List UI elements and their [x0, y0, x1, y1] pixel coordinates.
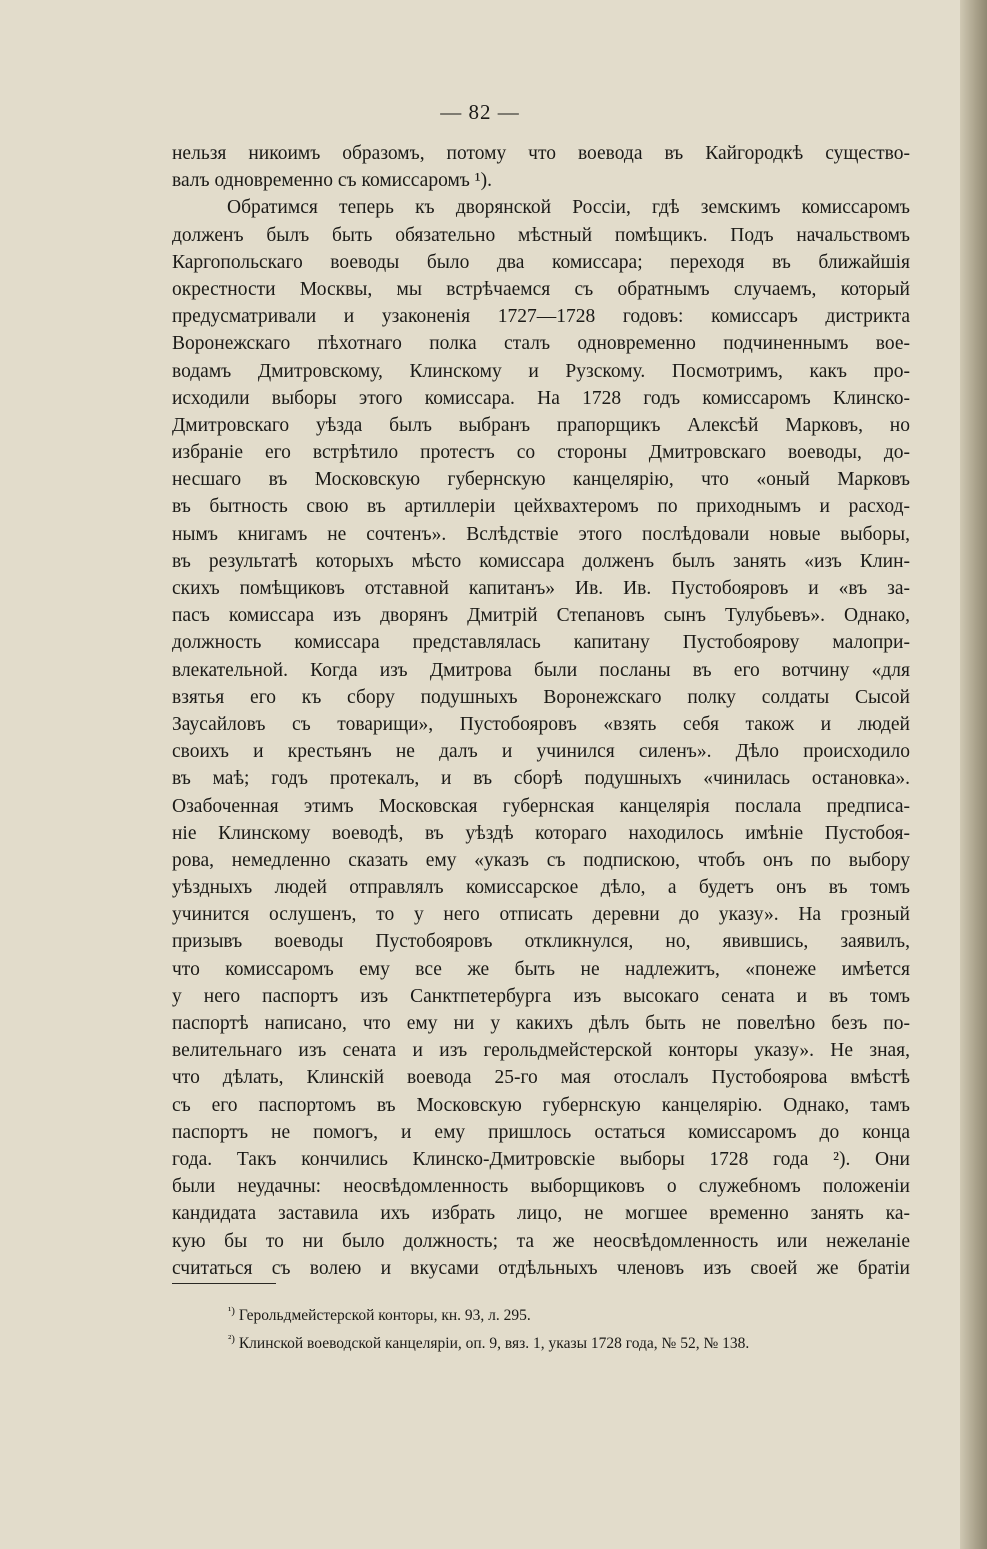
text-line: нельзя никоимъ образомъ, потому что воевода въ Кайгородкѣ существо-: [172, 143, 910, 164]
text-line: призывъ воеводы Пустобояровъ откликнулся, но, явившись, заявилъ,: [172, 931, 910, 953]
text-line: что комиссаромъ ему все же быть не надлежитъ, «понеже имѣется: [172, 958, 910, 980]
text-line: съ его паспортомъ въ Московскую губернскую канцелярію. Однако, тамъ: [172, 1094, 910, 1116]
text-line: долженъ былъ быть обязательно мѣстный помѣщикъ. Подъ начальствомъ: [172, 224, 910, 246]
footnote-2: [228, 1330, 918, 1358]
text-line: скихъ помѣщиковъ отставной капитанъ» Ив. Ив. Пустобояровъ и «въ за-: [172, 578, 910, 599]
text-line: что дѣлать, Клинскій воевода 25-го мая отослалъ Пустобоярова вмѣстѣ: [172, 1067, 910, 1089]
text-line: въ бытность свою въ артиллеріи цейхвахтеромъ по приходнымъ и расход-: [172, 496, 910, 518]
page-number: — 82 —: [440, 100, 520, 124]
text-line: Каргопольскаго воеводы было два комиссара; переходя въ ближайшія: [172, 251, 910, 273]
footnote-marker: ¹): [228, 1304, 235, 1317]
footnote-text: Герольдмейстерской конторы, кн. 93, л. 295.: [238, 1307, 531, 1324]
text-line: должность комиссара представлялась капитану Пустобоярову малопри-: [172, 632, 910, 654]
text-line: взятья его къ сбору подушныхъ Воронежскаго полку солдаты Сысой: [172, 686, 910, 708]
page-edge: [960, 0, 987, 1549]
text-line: Воронежскаго пѣхотнаго полка сталъ одновременно подчиненнымъ вое-: [172, 333, 910, 355]
text-line: Озабоченная этимъ Московская губернская канцелярія послала предписа-: [172, 795, 910, 817]
text-line: влекательной. Когда изъ Дмитрова были посланы въ его вотчину «для: [172, 659, 910, 681]
text-line: кую бы то ни было должность; та же неосвѣдомленность или нежеланіе: [172, 1230, 910, 1252]
text-line: избраніе его встрѣтило протестъ со стороны Дмитровскаго воеводы, до-: [172, 442, 910, 464]
text-line: года. Такъ кончились Клинско-Дмитровскіе выборы 1728 года ²). Они: [172, 1148, 910, 1170]
text-line: предусматривали и узаконенія 1727—1728 годовъ: комиссаръ дистрикта: [172, 306, 910, 328]
text-line: валъ одновременно съ комиссаромъ ¹).: [172, 170, 492, 192]
body-text: [172, 140, 910, 1282]
text-line: велительнаго изъ сената и изъ герольдмейстерской конторы указу». Не зная,: [172, 1040, 910, 1062]
text-line: учинится ослушенъ, то у него отписать деревни до указу». На грозный: [172, 904, 910, 926]
footnotes: [228, 1302, 918, 1358]
text-line: въ результатѣ которыхъ мѣсто комиссара долженъ былъ занять «изъ Клин-: [172, 550, 910, 572]
text-line: паспортъ не помогъ, и ему пришлось остаться комиссаромъ до конца: [172, 1121, 910, 1143]
text-line: паспортѣ написано, что ему ни у какихъ дѣлъ быть не повелѣно безъ по-: [172, 1013, 910, 1034]
text-line: ніе Клинскому воеводѣ, въ уѣздѣ котораго находилось имѣніе Пустобоя-: [172, 822, 910, 844]
text-line: водамъ Дмитровскому, Клинскому и Рузскому. Посмотримъ, какъ про-: [172, 360, 910, 382]
text-line: окрестности Москвы, мы встрѣчаемся съ обратнымъ случаемъ, который: [172, 278, 910, 300]
text-line: рова, немедленно сказать ему «указъ съ подпискою, чтобъ онъ по выбору: [172, 849, 910, 871]
footnote-divider: [172, 1283, 276, 1284]
text-line: нымъ книгамъ не сочтенъ». Вслѣдствіе этого послѣдовали новые выборы,: [172, 523, 910, 545]
text-line: исходили выборы этого комиссара. На 1728 годъ комиссаромъ Клинско-: [172, 387, 910, 409]
text-line: Дмитровскаго уѣзда былъ выбранъ прапорщикъ Алексѣй Марковъ, но: [172, 414, 910, 436]
text-line: своихъ и крестьянъ не далъ и учинился силенъ». Дѣло происходило: [172, 741, 910, 763]
text-line: въ маѣ; годъ протекалъ, и въ сборѣ подушныхъ «чинилась остановка».: [172, 768, 910, 790]
text-line: пасъ комиссара изъ дворянъ Дмитрій Степановъ сынъ Тулубьевъ». Однако,: [172, 605, 910, 627]
text-line: кандидата заставила ихъ избрать лицо, не могшее временно занять ка-: [172, 1203, 910, 1225]
text-line: были неудачны: неосвѣдомленность выборщиковъ о служебномъ положеніи: [172, 1176, 910, 1198]
footnote-1: [228, 1302, 918, 1330]
text-line: Обратимся теперь къ дворянской Россіи, гдѣ земскимъ комиссаромъ: [227, 197, 910, 219]
footnote-text: Клинской воеводской канцеляріи, оп. 9, вяз. 1, указы 1728 года, № 52, № 138.: [238, 1335, 750, 1352]
footnote-marker: ²): [228, 1332, 235, 1345]
text-line: у него паспортъ изъ Санктпетербурга изъ высокаго сената и въ томъ: [172, 985, 910, 1007]
text-line: несшаго въ Московскую губернскую канцелярію, что «оный Марковъ: [172, 469, 910, 491]
text-line: уѣздныхъ людей отправлялъ комиссарское дѣло, а будетъ онъ въ томъ: [172, 877, 910, 899]
text-line: Заусайловъ съ товарищи», Пустобояровъ «взять себя також и людей: [172, 713, 910, 735]
text-line: считаться съ волею и вкусами отдѣльныхъ членовъ изъ своей же братіи: [172, 1257, 910, 1279]
